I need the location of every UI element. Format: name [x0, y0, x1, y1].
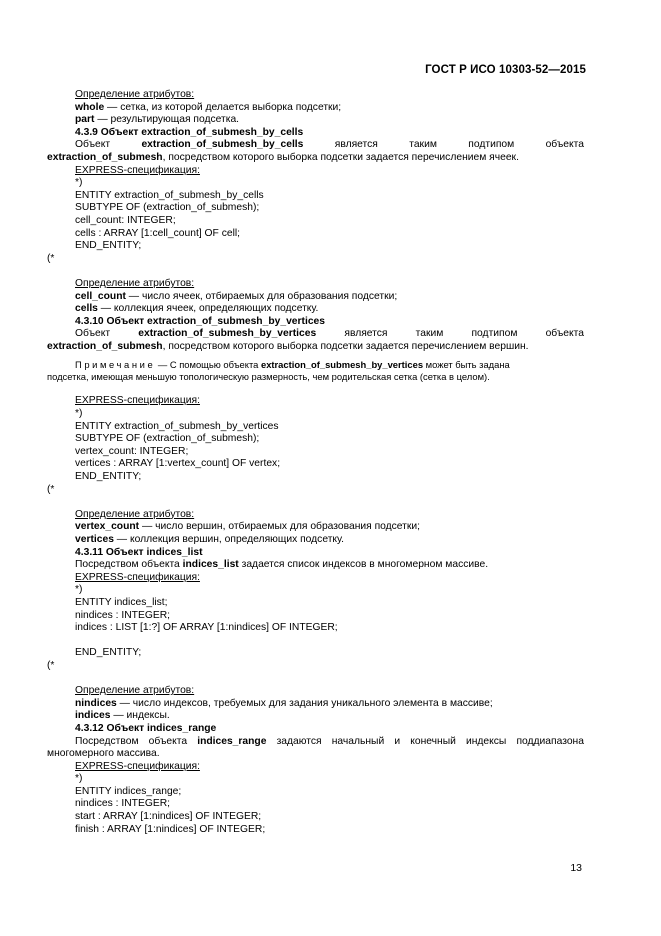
entity-term: extraction_of_submesh: [47, 151, 163, 163]
note: [47, 359, 584, 371]
paragraph-line: [47, 152, 584, 165]
attr-desc: — число ячеек, отбираемых для образования подсетки;: [125, 290, 398, 302]
attr-line: [47, 698, 584, 711]
note-text: может быть задана: [423, 359, 510, 371]
paragraph-line: [47, 559, 584, 572]
attr-line: [47, 710, 584, 723]
comment-open: *): [75, 408, 83, 420]
code-line: start : ARRAY [1:nindices] OF INTEGER;: [75, 811, 262, 823]
code-line: vertices : ARRAY [1:vertex_count] OF vertex;: [75, 458, 281, 470]
section-heading-4-3-12: 4.3.12 Объект indices_range: [75, 722, 217, 734]
code-line: cell_count: INTEGER;: [75, 214, 176, 226]
entity-term: extraction_of_submesh_by_cells: [141, 139, 304, 151]
word: таким: [409, 139, 437, 151]
note-label: Примечание: [75, 359, 156, 371]
attr-def-label: Определение атрибутов:: [75, 277, 195, 289]
entity-term: indices_list: [182, 559, 239, 571]
comment-close: (*: [47, 659, 55, 671]
word: Объект: [75, 139, 111, 151]
entity-term: extraction_of_submesh_by_vertices: [260, 359, 424, 371]
attr-desc: — число индексов, требуемых для задания уникального элемента в массиве;: [116, 697, 493, 709]
attr-def-label: Определение атрибутов:: [75, 685, 195, 697]
code-line: ENTITY extraction_of_submesh_by_vertices: [75, 420, 279, 432]
attr-def-label: Определение атрибутов:: [75, 89, 195, 100]
express-label: EXPRESS-спецификация:: [75, 164, 200, 176]
section-heading-4-3-10: 4.3.10 Объект extraction_of_submesh_by_vertices: [75, 315, 326, 327]
note-line-2: подсетка, имеющая меньшую топологическую размерность, чем родительская сетка (сетка в целом).: [47, 371, 490, 383]
code-line: indices : LIST [1:?] OF ARRAY [1:nindices] OF INTEGER;: [75, 622, 338, 634]
attr-line: [47, 534, 584, 547]
page-content: [47, 89, 584, 836]
express-label: EXPRESS-спецификация:: [75, 760, 200, 772]
page-number: 13: [570, 862, 582, 874]
attr-term: whole: [75, 101, 105, 113]
entity-term: extraction_of_submesh: [47, 340, 163, 352]
code-line: SUBTYPE OF (extraction_of_submesh);: [75, 202, 260, 214]
document-code: ГОСТ Р ИСО 10303-52—2015: [425, 64, 586, 76]
word: подтипом: [471, 328, 518, 340]
code-line: END_ENTITY;: [75, 471, 142, 483]
code-line: END_ENTITY;: [75, 240, 142, 252]
attr-line: [47, 521, 584, 534]
comment-open: *): [75, 584, 83, 596]
word: задаются: [276, 735, 322, 747]
section-heading-4-3-11: 4.3.11 Объект indices_list: [75, 546, 203, 558]
paragraph-text: , посредством которого выборка подсетки задается перечислением ячеек.: [162, 151, 519, 163]
word: и: [394, 735, 401, 747]
word: объекта: [545, 328, 584, 340]
entity-term: extraction_of_submesh_by_vertices: [138, 328, 317, 340]
attr-term: indices: [75, 710, 111, 722]
paragraph-line: [47, 341, 584, 354]
code-line: END_ENTITY;: [75, 647, 142, 659]
code-line: ENTITY indices_list;: [75, 596, 168, 608]
code-line: finish : ARRAY [1:nindices] OF INTEGER;: [75, 823, 266, 835]
paragraph-text: , посредством которого выборка подсетки задается перечислением вершин.: [162, 340, 529, 352]
attr-term: vertices: [75, 534, 114, 545]
word: Объект: [75, 328, 111, 340]
word: конечный: [410, 735, 456, 747]
code-line: vertex_count: INTEGER;: [75, 445, 189, 457]
code-line: SUBTYPE OF (extraction_of_submesh);: [75, 433, 260, 445]
attr-desc: — коллекция вершин, определяющих подсетку.: [113, 534, 345, 545]
attr-line: [47, 291, 584, 304]
attr-desc: — коллекция ячеек, определяющих подсетку.: [97, 303, 319, 315]
word: индексы: [465, 735, 507, 747]
code-line: ENTITY extraction_of_submesh_by_cells: [75, 189, 264, 201]
code-line: nindices : INTEGER;: [75, 609, 170, 621]
comment-open: *): [75, 177, 83, 189]
attr-term: cells: [75, 303, 98, 315]
attr-term: cell_count: [75, 290, 126, 302]
word: объекта: [545, 139, 584, 151]
express-label: EXPRESS-спецификация:: [75, 571, 200, 583]
attr-term: nindices: [75, 697, 117, 709]
word: является: [344, 328, 388, 340]
word: подтипом: [468, 139, 515, 151]
code-line: nindices : INTEGER;: [75, 798, 170, 810]
attr-desc: — сетка, из которой делается выборка подсетки;: [104, 101, 342, 113]
word: начальный: [331, 735, 385, 747]
express-label: EXPRESS-спецификация:: [75, 395, 200, 407]
section-heading-4-3-9: 4.3.9 Объект extraction_of_submesh_by_cells: [75, 126, 304, 138]
attr-desc: — индексы.: [110, 710, 170, 722]
word: является: [334, 139, 378, 151]
attr-part: [47, 114, 584, 127]
paragraph-line: [47, 139, 584, 152]
attr-line: [47, 303, 584, 316]
attr-whole: [47, 102, 584, 115]
paragraph-line: [47, 328, 584, 341]
attr-def-label: Определение атрибутов:: [75, 508, 195, 520]
word: объекта: [148, 735, 188, 747]
paragraph-line: многомерного массива.: [47, 748, 160, 760]
entity-term: indices_range: [197, 735, 267, 747]
paragraph-line: [47, 736, 584, 749]
note-text: С помощью объекта: [169, 359, 261, 371]
paragraph-text: Посредством объекта: [75, 559, 183, 571]
word: поддиапазона: [516, 735, 584, 747]
attr-desc: — результирующая подсетка.: [94, 114, 240, 126]
comment-close: (*: [47, 252, 55, 264]
attr-term: vertex_count: [75, 521, 140, 533]
word: таким: [415, 328, 444, 340]
note-dash: —: [155, 359, 170, 371]
word: Посредством: [75, 735, 139, 747]
paragraph-text: задается список индексов в многомерном массиве.: [238, 559, 489, 571]
code-line: ENTITY indices_range;: [75, 785, 182, 797]
code-line: cells : ARRAY [1:cell_count] OF cell;: [75, 227, 241, 239]
comment-open: *): [75, 773, 83, 785]
attr-desc: — число вершин, отбираемых для образования подсетки;: [139, 521, 421, 533]
comment-close: (*: [47, 483, 55, 495]
attr-term: part: [75, 114, 95, 126]
